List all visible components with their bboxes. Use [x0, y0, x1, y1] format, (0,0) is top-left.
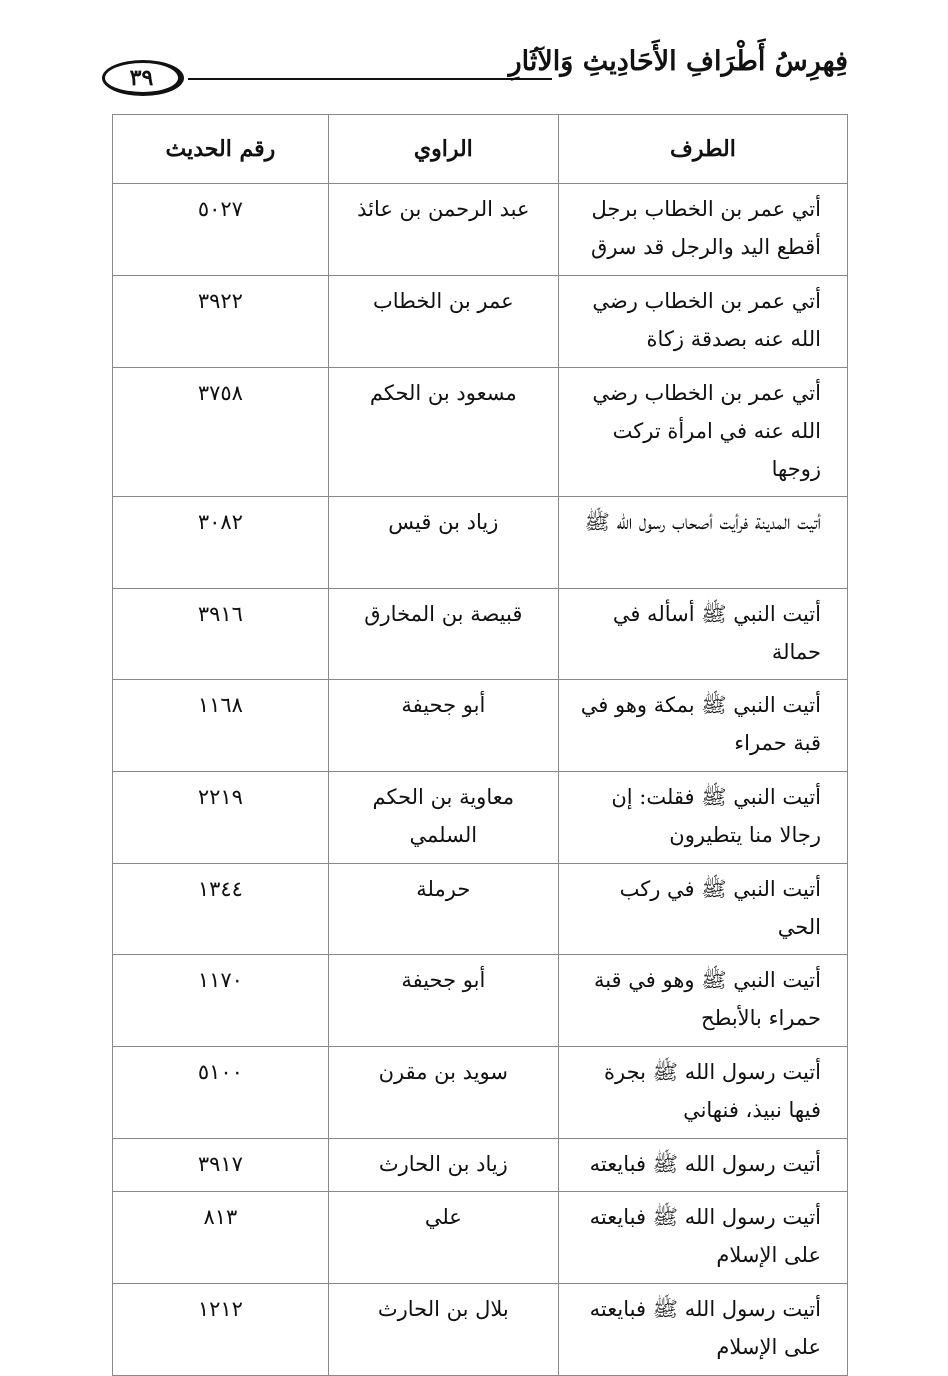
table-row [113, 589, 848, 680]
tarf-cell: أتيت النبي ﷺ وهو في قبة حمراء بالأبطح [558, 955, 847, 1047]
narrator-cell: علي [328, 1192, 558, 1284]
narrator-cell: سويد بن مقرن [328, 1047, 558, 1139]
table-body [113, 184, 848, 1376]
hadith-number-cell: ١١٦٨ [113, 680, 329, 772]
page-header [100, 46, 852, 102]
tarf-cell: أتيت رسول الله ﷺ فبايعته [558, 1139, 847, 1192]
narrator-cell: معاوية بن الحكم السلمي [328, 772, 558, 864]
tarf-cell: أتي عمر بن الخطاب برجل أقطع اليد والرجل قد سرق [558, 184, 847, 276]
tarf-cell: أتي عمر بن الخطاب رضي الله عنه بصدقة زكاة [558, 276, 847, 368]
tarf-cell: أتيت رسول الله ﷺ فبايعته على الإسلام [558, 1284, 847, 1376]
table-row [113, 955, 848, 1047]
table-row [113, 1284, 848, 1376]
table-row [113, 680, 848, 772]
hadith-number-cell: ٨١٣ [113, 1192, 329, 1284]
narrator-cell: أبو جحيفة [328, 680, 558, 772]
table-row [113, 276, 848, 368]
narrator-cell: زياد بن الحارث [328, 1139, 558, 1192]
table-row [113, 368, 848, 497]
hadith-number-cell: ٢٢١٩ [113, 772, 329, 864]
column-header-tarf: الطرف [558, 115, 847, 184]
tarf-cell: أتي عمر بن الخطاب رضي الله عنه في امرأة تركت زوجها [558, 368, 847, 497]
table-row [113, 864, 848, 955]
narrator-cell: قبيصة بن المخارق [328, 589, 558, 680]
hadith-number-cell: ١١٧٠ [113, 955, 329, 1047]
narrator-cell: أبو جحيفة [328, 955, 558, 1047]
table-row [113, 1192, 848, 1284]
tarf-cell: أتيت النبي ﷺ في ركب الحي [558, 864, 847, 955]
tarf-cell: أتيت النبي ﷺ فقلت: إن رجالا منا يتطيرون [558, 772, 847, 864]
narrator-cell: حرملة [328, 864, 558, 955]
table-row [113, 184, 848, 276]
narrator-cell: عبد الرحمن بن عائذ [328, 184, 558, 276]
column-header-number: رقم الحديث [113, 115, 329, 184]
table-row [113, 497, 848, 589]
table-row [113, 1047, 848, 1139]
page-number: ٣٩ [129, 64, 154, 91]
hadith-number-cell: ١٣٤٤ [113, 864, 329, 955]
tarf-cell: أتيت النبي ﷺ أسأله في حمالة [558, 589, 847, 680]
hadith-number-cell: ٣٩٢٢ [113, 276, 329, 368]
tarf-cell: أتيت رسول الله ﷺ بجرة فيها نبيذ، فنهاني [558, 1047, 847, 1139]
hadith-number-cell: ١٢١٢ [113, 1284, 329, 1376]
table-header-row [113, 115, 848, 184]
table-row [113, 772, 848, 864]
hadith-number-cell: ٥٠٢٧ [113, 184, 329, 276]
tarf-cell: أتيت المدينة فرأيت أصحاب رسول الله ﷺ [558, 497, 847, 589]
hadith-number-cell: ٣٩١٦ [113, 589, 329, 680]
hadith-number-cell: ٣٧٥٨ [113, 368, 329, 497]
page-number-badge [102, 60, 184, 96]
hadith-index-table [112, 114, 848, 1376]
hadith-number-cell: ٥١٠٠ [113, 1047, 329, 1139]
tarf-cell: أتيت رسول الله ﷺ فبايعته على الإسلام [558, 1192, 847, 1284]
hadith-number-cell: ٣٩١٧ [113, 1139, 329, 1192]
running-title: فِهرِسُ أَطْرَافِ الأَحَادِيثِ وَالآثَارِ [508, 46, 848, 77]
header-rule [188, 78, 552, 80]
narrator-cell: بلال بن الحارث [328, 1284, 558, 1376]
table-row [113, 1139, 848, 1192]
narrator-cell: زياد بن قيس [328, 497, 558, 589]
tarf-cell: أتيت النبي ﷺ بمكة وهو في قبة حمراء [558, 680, 847, 772]
hadith-number-cell: ٣٠٨٢ [113, 497, 329, 589]
narrator-cell: مسعود بن الحكم [328, 368, 558, 497]
narrator-cell: عمر بن الخطاب [328, 276, 558, 368]
column-header-rawi: الراوي [328, 115, 558, 184]
